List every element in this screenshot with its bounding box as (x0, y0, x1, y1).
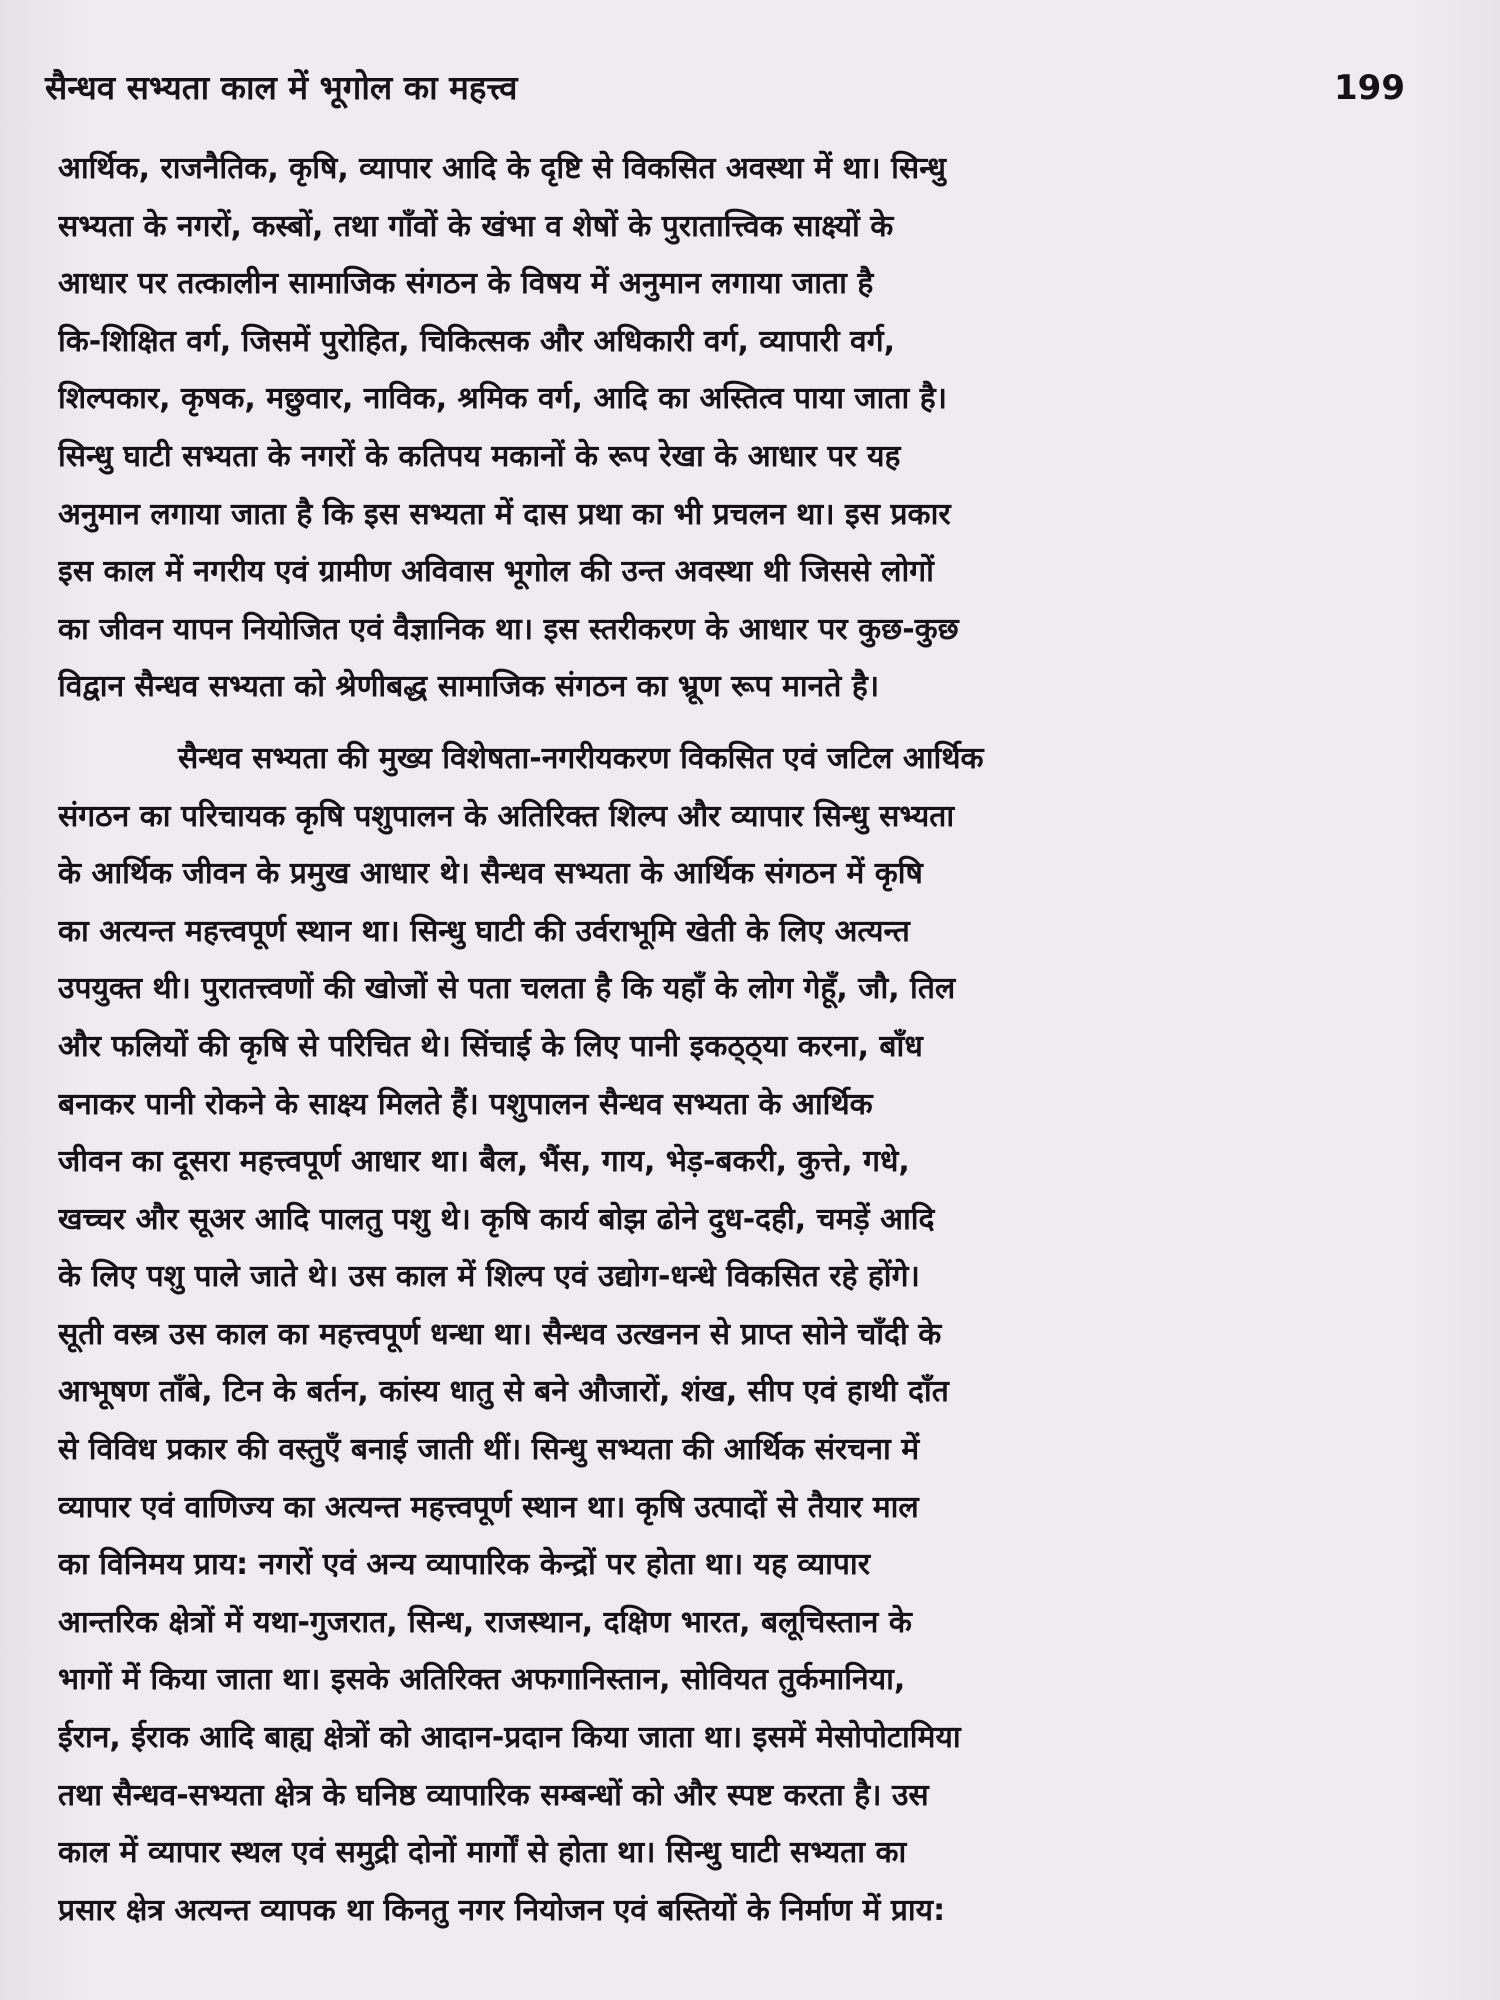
text-line: का अत्यन्त महत्त्वपूर्ण स्थान था। सिन्धु घाटी की उर्वराभूमि खेती के लिए अत्यन्त (58, 913, 910, 949)
text-line: व्यापार एवं वाणिज्य का अत्यन्त महत्त्वपूर्ण स्थान था। कृषि उत्पादों से तैयार माल (58, 1489, 919, 1525)
text-line: जीवन का दूसरा महत्त्वपूर्ण आधार था। बैल, भैंस, गाय, भेड़-बकरी, कुत्ते, गधे, (58, 1144, 910, 1180)
text-line: भागों में किया जाता था। इसके अतिरिक्त अफगानिस्तान, सोवियत तुर्कमानिया, (58, 1662, 906, 1698)
text-line: के लिए पशु पाले जाते थे। उस काल में शिल्प एवं उद्योग-धन्धे विकसित रहे होंगे। (58, 1259, 920, 1295)
text-line: आर्थिक, राजनैतिक, कृषि, व्यापार आदि के दृष्टि से विकसित अवस्था में था। सिन्धु (58, 151, 946, 186)
text-line: का जीवन यापन नियोजित एवं वैज्ञानिक था। इस स्तरीकरण के आधार पर कुछ-कुछ (58, 611, 959, 647)
text-line: अनुमान लगाया जाता है कि इस सभ्यता में दास प्रथा का भी प्रचलन था। इस प्रकार (58, 496, 951, 532)
text-line: ईरान, ईराक आदि बाह्य क्षेत्रों को आदान-प्रदान किया जाता था। इसमें मेसोपोटामिया (58, 1720, 961, 1756)
text-line: कि-शिक्षित वर्ग, जिसमें पुरोहित, चिकित्सक और अधिकारी वर्ग, व्यापारी वर्ग, (58, 323, 895, 359)
text-line: सैन्धव सभ्यता की मुख्य विशेषता-नगरीयकरण विकसित एवं जटिल आर्थिक (178, 740, 984, 776)
text-line: संगठन का परिचायक कृषि पशुपालन के अतिरिक्त शिल्प और व्यापार सिन्धु सभ्यता (58, 798, 955, 834)
text-line: का विनिमय प्राय: नगरों एवं अन्य व्यापारिक केन्द्रों पर होता था। यह व्यापार (58, 1547, 870, 1583)
running-head (45, 62, 1405, 114)
text-line: तथा सैन्धव-सभ्यता क्षेत्र के घनिष्ठ व्यापारिक सम्बन्धों को और स्पष्ट करता है। उस (58, 1777, 929, 1813)
text-line: सभ्यता के नगरों, कस्बों, तथा गाँवों के खंभा व शेषों के पुरातात्त्विक साक्ष्यों के (58, 208, 894, 244)
body-text (58, 140, 1408, 1939)
paragraph-spacer (58, 716, 1408, 730)
text-line: और फलियों की कृषि से परिचित थे। सिंचाई के लिए पानी इकठ्ठ्या करना, बाँध (58, 1028, 923, 1064)
chapter-title: सैन्धव सभ्यता काल में भूगोल का महत्त्व (45, 68, 518, 107)
text-line: इस काल में नगरीय एवं ग्रामीण अविवास भूगोल की उन्त अवस्था थी जिससे लोगों (58, 554, 934, 590)
text-line: काल में व्यापार स्थल एवं समुद्री दोनों मार्गों से होता था। सिन्धु घाटी सभ्यता का (58, 1835, 907, 1871)
text-line: उपयुक्त थी। पुरातत्त्वणों की खोजों से पता चलता है कि यहाँ के लोग गेहूँ, जौ, तिल (58, 971, 956, 1007)
text-line: खच्चर और सूअर आदि पालतु पशु थे। कृषि कार्य बोझ ढोने दुध-दही, चमड़ें आदि (58, 1201, 935, 1237)
text-line: प्रसार क्षेत्र अत्यन्त व्यापक था किनतु नगर नियोजन एवं बस्तियों के निर्माण में प्राय: (58, 1892, 946, 1928)
text-line: आन्तरिक क्षेत्रों में यथा-गुजरात, सिन्ध, राजस्थान, दक्षिण भारत, बलूचिस्तान के (58, 1604, 912, 1640)
text-line: के आर्थिक जीवन के प्रमुख आधार थे। सैन्धव सभ्यता के आर्थिक संगठन में कृषि (58, 856, 923, 892)
paragraph-1 (58, 140, 1408, 716)
text-line: से विविध प्रकार की वस्तुएँ बनाई जाती थीं। सिन्धु सभ्यता की आर्थिक संरचना में (58, 1432, 920, 1468)
text-line: शिल्पकार, कृषक, मछुवार, नाविक, श्रमिक वर्ग, आदि का अस्तित्व पाया जाता है। (58, 381, 948, 417)
text-line: सिन्धु घाटी सभ्यता के नगरों के कतिपय मकानों के रूप रेखा के आधार पर यह (58, 438, 901, 474)
page-number: 199 (1334, 68, 1405, 108)
text-line: बनाकर पानी रोकने के साक्ष्य मिलते हैं। पशुपालन सैन्धव सभ्यता के आर्थिक (58, 1086, 873, 1122)
text-line: आधार पर तत्कालीन सामाजिक संगठन के विषय में अनुमान लगाया जाता है (58, 266, 874, 302)
text-line: सूती वस्त्र उस काल का महत्त्वपूर्ण धन्धा था। सैन्धव उत्खनन से प्राप्त सोने चाँदी के (58, 1316, 942, 1352)
text-line: विद्वान सैन्धव सभ्यता को श्रेणीबद्ध सामाजिक संगठन का भ्रूण रूप मानते है। (58, 669, 880, 705)
text-line: आभूषण ताँबे, टिन के बर्तन, कांस्य धातु से बने औजारों, शंख, सीप एवं हाथी दाँत (58, 1374, 949, 1410)
paragraph-2 (58, 730, 1408, 1939)
